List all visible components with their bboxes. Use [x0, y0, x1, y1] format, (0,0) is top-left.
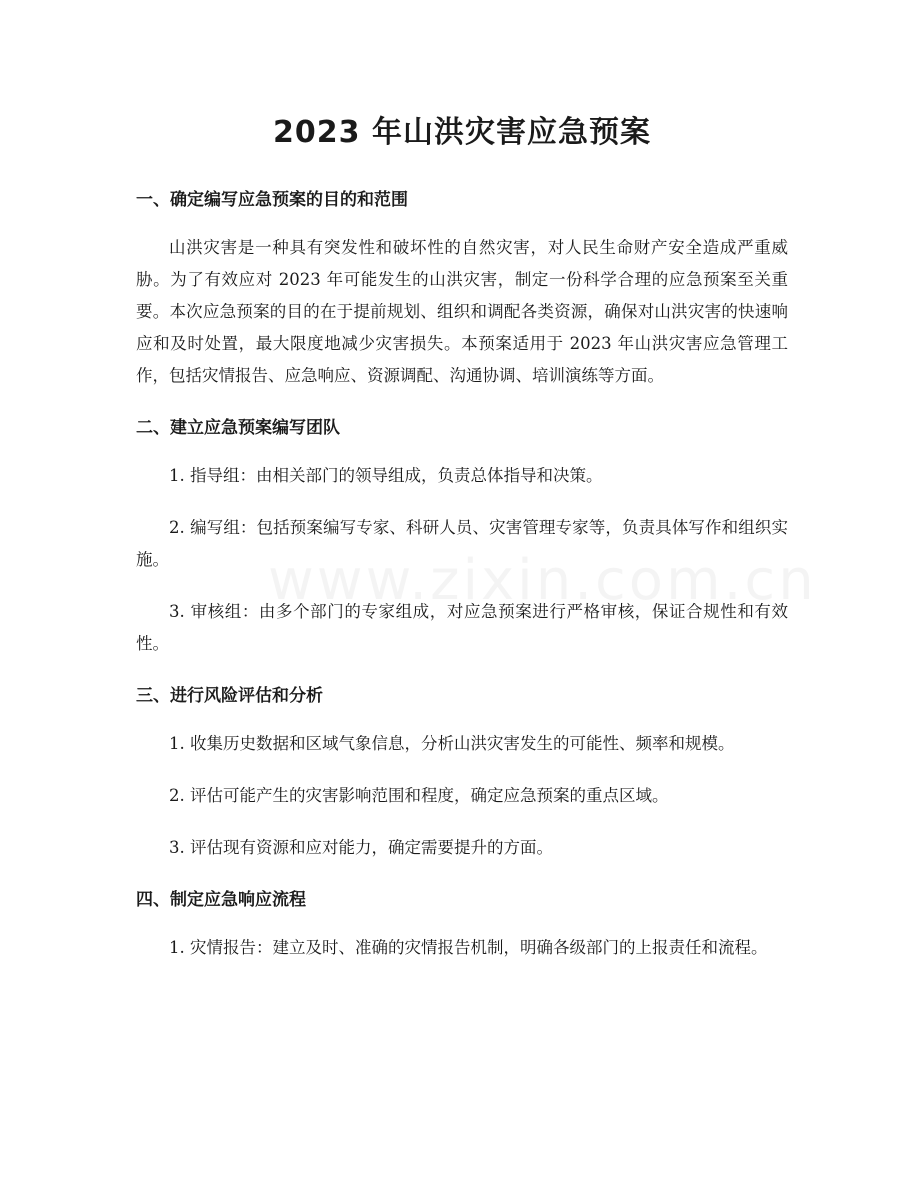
list-item: 2. 评估可能产生的灾害影响范围和程度，确定应急预案的重点区域。 — [169, 786, 669, 805]
list-item: 2. 编写组：包括预案编写专家、科研人员、灾害管理专家等，负责具体写作和组织实施。 — [136, 518, 788, 569]
list-item: 1. 收集历史数据和区域气象信息，分析山洪灾害发生的可能性、频率和规模。 — [169, 734, 735, 753]
document-title: 2023 年山洪灾害应急预案 — [273, 115, 651, 150]
list-item: 3. 评估现有资源和应对能力，确定需要提升的方面。 — [169, 838, 553, 857]
section-heading: 三、进行风险评估和分析 — [136, 686, 323, 706]
section-response-process — [136, 884, 788, 964]
document-page — [136, 108, 788, 984]
section-heading: 一、确定编写应急预案的目的和范围 — [136, 190, 408, 210]
section-heading: 二、建立应急预案编写团队 — [136, 418, 340, 438]
section-paragraph: 山洪灾害是一种具有突发性和破坏性的自然灾害，对人民生命财产安全造成严重威胁。为了有效应对 2023 年可能发生的山洪灾害，制定一份科学合理的应急预案至关重要。本次应急预案的目的在于提前规划、组织和调配各类资源，确保对山洪灾害的快速响应和及时处置，最大限度地减少灾害损失。本预案适用于 2023 年山洪灾害应急管理工作，包括灾情报告、应急响应、资源调配、沟通协调、培训演练等方面。 — [136, 238, 788, 385]
list-item: 3. 审核组：由多个部门的专家组成，对应急预案进行严格审核，保证合规性和有效性。 — [136, 602, 788, 653]
section-risk-assessment — [136, 680, 788, 864]
section-team — [136, 412, 788, 660]
section-purpose-scope — [136, 184, 788, 392]
list-item: 1. 灾情报告：建立及时、准确的灾情报告机制，明确各级部门的上报责任和流程。 — [169, 938, 768, 957]
list-item: 1. 指导组：由相关部门的领导组成，负责总体指导和决策。 — [169, 466, 603, 485]
section-heading: 四、制定应急响应流程 — [136, 890, 306, 910]
